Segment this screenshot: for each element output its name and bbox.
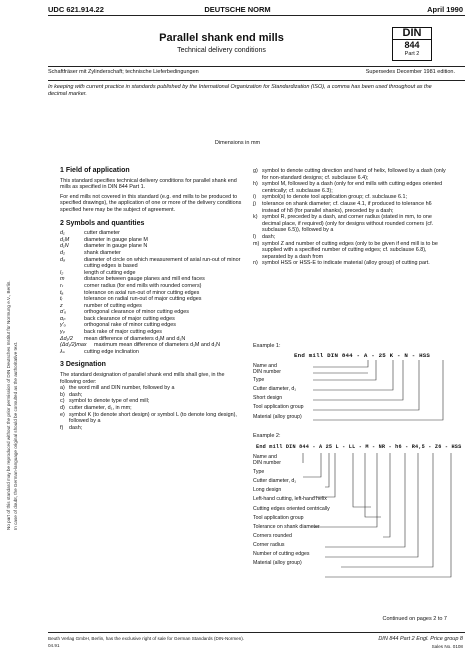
list-item: n) symbol HSS or HSS-E to indicate material (alloy group) of cutting part. [253, 260, 430, 267]
symbol-description: diameter in gauge plane M [84, 236, 148, 243]
section-2-heading: 2 Symbols and quantities [60, 219, 145, 227]
example-label: Tool application group [253, 404, 304, 411]
symbol: γₚ [60, 329, 66, 336]
section-3-heading: 3 Designation [60, 361, 106, 369]
example-label: Left-hand cutting, left-hand helix [253, 496, 327, 503]
designation-list-right [253, 168, 449, 267]
dimensions-note: Dimensions in mm [214, 140, 261, 146]
list-item: i) symbol(s) to denote tool application group; cf. subclause 6.1; [253, 194, 408, 201]
section-3-paragraph: The standard designation of parallel shank end mills shall give, in the following order: [60, 372, 225, 385]
din-logo: DIN [393, 28, 431, 40]
symbol: d₈ [60, 256, 66, 263]
price-group: DIN 844 Part 2 Engl. Price group 8 [378, 636, 463, 642]
example-label: Type [253, 469, 265, 476]
symbol: Δd₁/2 [60, 335, 73, 342]
page-title: Parallel shank end mills [159, 32, 284, 44]
symbol: α'ₒ [60, 309, 67, 316]
example-label: Material (alloy group) [253, 560, 302, 567]
list-item: g) symbol to denote cutting direction and hand of helix, followed by a dash (only for non-standard designs; cf. subclause 6.4); [253, 168, 446, 181]
symbol: z [60, 302, 63, 309]
example-label: DIN number [253, 369, 281, 376]
footer-rule [48, 632, 465, 633]
example-1-heading: Example 1: [253, 343, 281, 349]
symbol-description: corner radius (for end mills with rounded corners) [84, 282, 202, 289]
example-2-labels [253, 454, 330, 566]
symbol: d₂ [60, 249, 66, 256]
symbol: rₜ [60, 282, 64, 289]
page-subtitle: Technical delivery conditions [177, 47, 266, 54]
symbol-description: tolerance on axial run-out of minor cutting edges [84, 289, 200, 296]
side-notice-line-1: No part of this standard may be reproduced without the prior permission of DIN Deutsches Institut für Normung e.V., Berlin. [6, 280, 11, 530]
symbol-row [60, 243, 246, 250]
list-item: c) symbol to denote type of end mill; [60, 398, 150, 405]
right-column [253, 168, 449, 267]
symbol-description: maximum mean difference of diameters d₁M and d₁N [94, 342, 221, 349]
example-label: DIN number [253, 460, 281, 467]
print-date: 04.91 [48, 643, 60, 648]
symbol-description: diameter of circle on which measurement of axial run-out of minor cutting edges is based [84, 256, 241, 270]
symbol: d₁N [60, 243, 69, 250]
example-label: Name and [253, 454, 277, 460]
symbol: tₐ [60, 289, 64, 296]
list-item: b) dash; [60, 391, 83, 398]
din-part: Part 2 [404, 51, 420, 57]
symbol-description: back rake of major cutting edges [84, 329, 162, 336]
example-label: Tool application group [253, 514, 304, 521]
edition-date: April 1990 [427, 5, 463, 14]
example-label: Number of cutting edges [253, 551, 310, 558]
example-2-designation: End mill DIN 844 - A 25 L - LL - M - NR - h6 - R4,5 - Z6 - HSS [256, 444, 462, 450]
left-column [60, 168, 246, 431]
symbol-description: orthogonal clearance of minor cutting edges [84, 309, 189, 316]
publisher-note: Beuth Verlag GmbH, Berlin, has the exclusive right of sale for German Standards (DIN-Normen). [48, 636, 245, 641]
symbol-row [60, 250, 246, 257]
intro-rule [48, 80, 465, 81]
din-number: 844 [404, 40, 420, 50]
din-logo-box [392, 27, 432, 61]
list-item: a) the word mill and DIN number, followed by a [60, 385, 175, 392]
example-label: Short design [253, 395, 283, 402]
symbol-description: length of cutting edge [84, 269, 136, 276]
german-title: Schaftfräser mit Zylinderschaft; technische Lieferbedingungen [48, 69, 199, 75]
list-item: k) symbol R, preceded by a dash, and corner radius (stated in mm, to one decimal place, if required) (only for designs without rounded corners (cf. subclause 6.5)), followed by a [253, 214, 434, 234]
section-1-paragraph-1: This standard specifies technical delivery conditions for parallel shank end mills as specified in DIN 844 Part 1. [60, 177, 237, 191]
symbol-description: orthogonal rake of minor cutting edges [84, 322, 176, 329]
list-item: j) tolerance on shank diameter; cf. clause 4.1, if produced to tolerance h6 instead of h8 (for parallel shanks), preceded by a dash; [253, 200, 432, 214]
symbol-description: back clearance of major cutting edges [84, 315, 175, 322]
title-rule [48, 66, 465, 67]
symbol-row [60, 336, 246, 343]
symbol-row [60, 303, 246, 310]
symbol-description: number of cutting edges [84, 302, 142, 309]
list-item: e) symbol K (to denote short design) or symbol L (to denote long design), followed by a [60, 411, 237, 425]
symbol: tᵣ [60, 296, 63, 303]
symbol-row [60, 322, 246, 329]
symbol-description: cutter diameter [84, 230, 120, 237]
example-label: Cutter diameter, d₁ [253, 478, 296, 485]
symbol-description: diameter in gauge plane N [84, 243, 148, 250]
symbol-row [60, 342, 246, 349]
sales-number: Sales No. 0108 [431, 644, 463, 649]
side-notice [2, 130, 36, 530]
symbol-row [60, 237, 246, 244]
example-label: Name and [253, 363, 277, 369]
decimal-marker-note: In keeping with current practice in standards published by the International Organization for Standardization (ISO), a comma has been used throughout as the decimal marker. [48, 84, 432, 97]
list-item: h) symbol M, followed by a dash (only for end mills with cutting edges oriented centrically; cf. subclause 6.3); [253, 181, 443, 194]
section-1-heading: 1 Field of application [60, 167, 130, 174]
list-item: l) dash; [253, 233, 276, 240]
symbol-row [60, 270, 246, 277]
example-label: Tolerance on shank diameter [253, 523, 320, 530]
symbol-row [60, 290, 246, 297]
continued-note: Continued on pages 2 to 7 [382, 616, 447, 622]
list-item: d) cutter diameter, d₁, in mm; [60, 405, 132, 411]
symbol-row [60, 283, 246, 290]
list-item: m) symbol Z and number of cutting edges (only to be given if end mill is to be supplied with a specified number of cutting edges; cf. subclause 6.8), separated by a dash from [253, 240, 438, 260]
symbol: αₚ [60, 315, 66, 322]
example-1-designation: End mill DIN 844 - A - 25 K - N - HSS [294, 352, 431, 359]
symbol-row [60, 309, 246, 316]
list-item: f) dash; [60, 424, 83, 431]
udc-number: UDC 621.914.22 [48, 5, 104, 14]
symbol-row [60, 316, 246, 323]
symbol-row [60, 329, 246, 336]
symbol-row [60, 296, 246, 303]
symbol-row [60, 257, 246, 270]
symbols-list [60, 230, 246, 355]
norm-label: DEUTSCHE NORM [204, 5, 271, 14]
example-label: Cutter diameter, d₁ [253, 386, 296, 393]
example-label: Corners rounded [253, 532, 292, 539]
symbol: l₂ [60, 269, 64, 276]
example-label: Material (alloy group) [253, 413, 302, 420]
symbol-description: tolerance on radial run-out of major cutting edges [84, 296, 202, 303]
symbol-description: mean difference of diameters d₁M and d₁N [84, 335, 186, 342]
side-notice-line-2: In case of doubt, the German-language original should be consulted as the authoritative text. [13, 341, 18, 530]
symbol-row [60, 230, 246, 237]
example-label: Long design [253, 487, 282, 494]
example-label: Type [253, 377, 265, 384]
symbol: γ'ₒ [60, 322, 66, 329]
symbol-description: distance between gauge planes and mill end faces [84, 276, 205, 283]
designation-list-left [60, 385, 246, 431]
example-label: Corner radius [253, 541, 285, 548]
symbol: m [60, 276, 65, 283]
symbol-row [60, 276, 246, 283]
example-1-labels [253, 363, 303, 420]
section-1-paragraph-2: For end mills not covered in this standard (e.g. end mills to be produced to specified drawings), the application of one or more of the delivery conditions specified here may be the subject of agreement. [60, 193, 242, 213]
symbol: (Δd₁/2)max [60, 342, 87, 349]
header-rule [48, 15, 465, 16]
example-label: Cutting edges oriented centrically [253, 505, 330, 512]
supersedes-note: Supersedes December 1981 edition. [365, 69, 455, 75]
symbol-row [60, 349, 246, 356]
symbol-description: shank diameter [84, 249, 121, 256]
example-2-heading: Example 2: [253, 433, 281, 439]
symbol-description: cutting edge inclination [84, 348, 139, 355]
symbol: d₁ [60, 230, 65, 237]
symbol: d₁M [60, 236, 70, 243]
symbol: λₛ [60, 348, 65, 355]
